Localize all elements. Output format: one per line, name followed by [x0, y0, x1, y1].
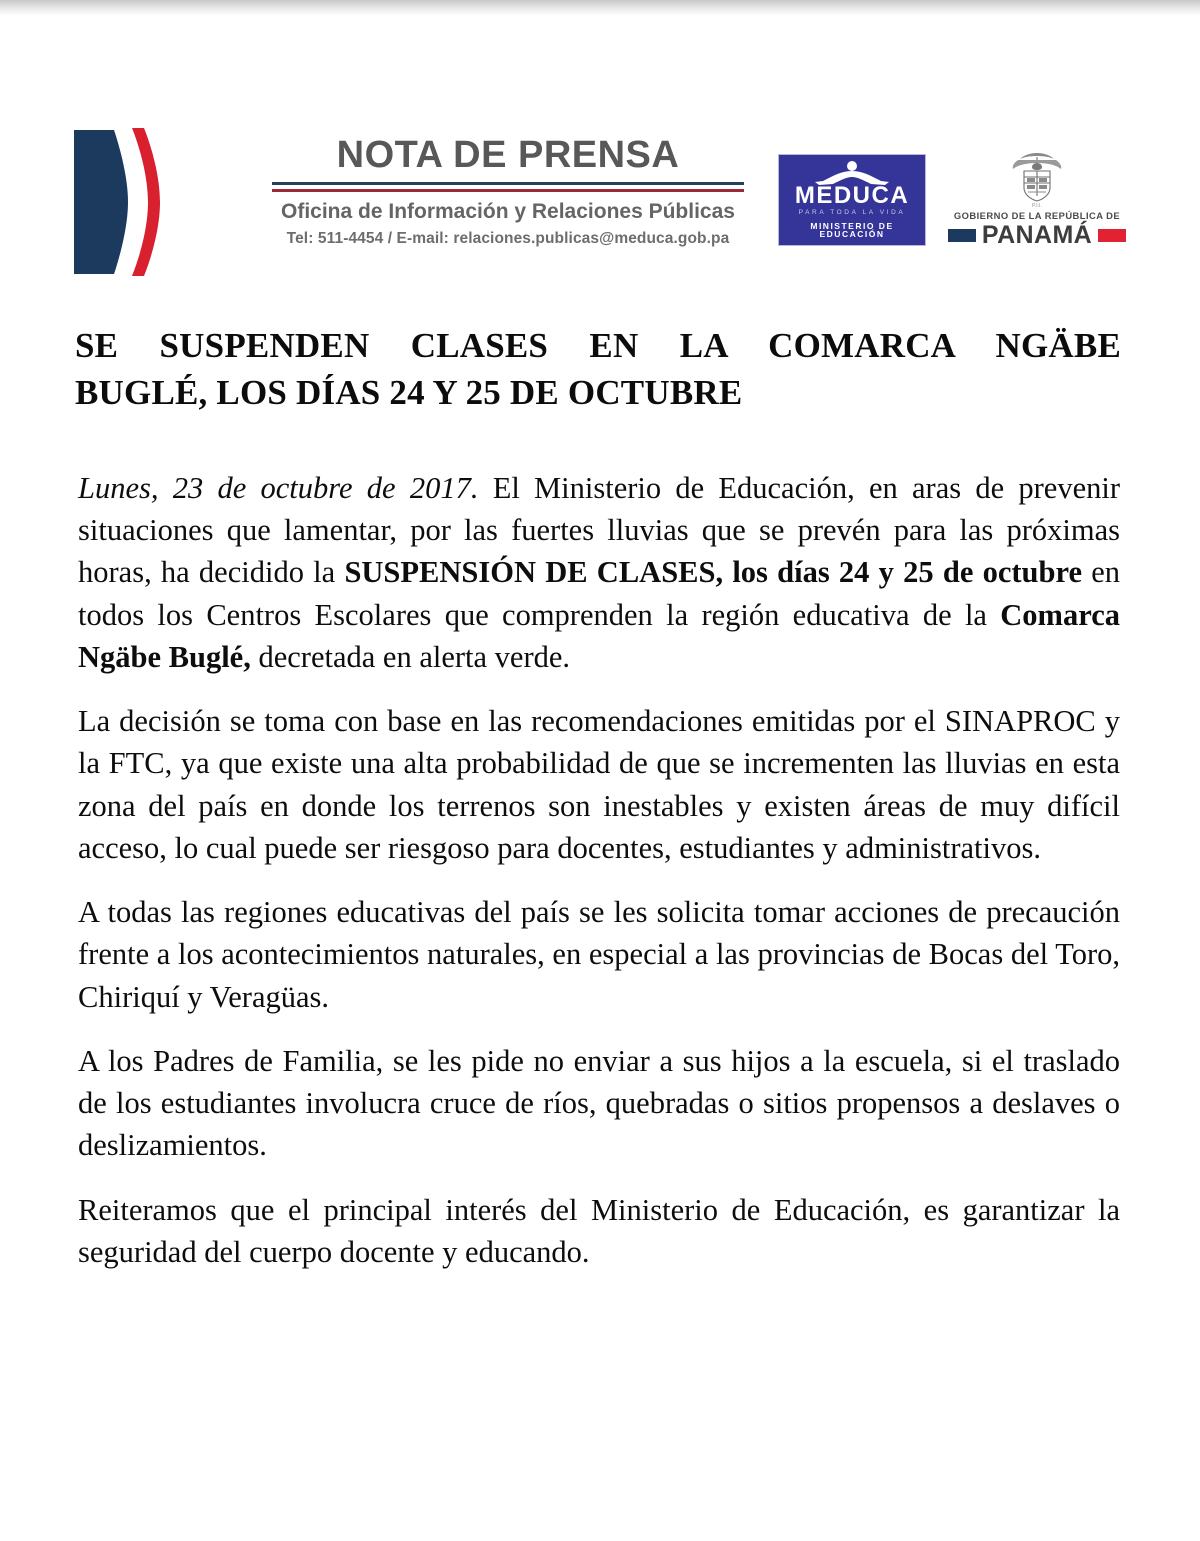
svg-text:P.I.I.: P.I.I. — [1032, 203, 1042, 209]
meduca-reader-figure-icon — [779, 160, 925, 186]
paragraph-1-segment-3: decretada en alerta verde. — [250, 639, 571, 674]
paragraph-1-segment-1: El Ministerio de Educación, en aras de prevenir situaciones que lamentar, por las fuertes lluvias que se prevén para las próximas horas, ha decidido la — [78, 471, 1120, 590]
paragraph-5: Reiteramos que el principal interés del Ministerio de Educación, es garantizar la seguridad del cuerpo docente y educando. — [78, 1192, 1120, 1269]
press-release-body — [78, 467, 1120, 1273]
meduca-tagline: PARA TODA LA VIDA — [798, 209, 906, 216]
contact-line: Tel: 511-4454 / E-mail: relaciones.publicas@meduca.gob.pa — [286, 230, 730, 248]
office-name: Oficina de Información y Relaciones Públicas — [281, 199, 735, 223]
paragraph-1-bold-1: SUSPENSIÓN DE CLASES, los días 24 y 25 de octubre — [344, 555, 1082, 590]
paragraph-3: A todas las regiones educativas del país se les solicita tomar acciones de precaución frente a los acontecimientos naturales, en especial a las provincias de Bocas del Toro, Chiriquí y Veragüas. — [78, 895, 1120, 1014]
gobierno-label: GOBIERNO DE LA REPÚBLICA DE — [953, 210, 1121, 221]
letterhead-text-block — [208, 136, 808, 249]
panama-bar-red — [1098, 229, 1126, 242]
rule-red — [272, 189, 744, 192]
paragraph-4: A los Padres de Familia, se les pide no enviar a sus hijos a la escuela, si el traslado de los estudiantes involucra cruce de ríos, quebradas o sitios propensos a deslaves o deslizamientos. — [78, 1043, 1120, 1163]
panama-flag-ribbon-emblem — [68, 126, 196, 278]
page-title-line-1: SE SUSPENDEN CLASES EN LA COMARCA NGÄBE — [75, 326, 1121, 366]
paragraph-1-segment-2: en todos los Centros Escolares que comprenden la región educativa de la — [78, 555, 1121, 632]
panama-coat-of-arms-icon — [1004, 144, 1070, 210]
panama-wordmark-row — [948, 223, 1126, 248]
panama-wordmark: PANAMÁ — [981, 221, 1093, 250]
scan-top-gradient-band — [0, 0, 1200, 16]
gobierno-panama-logo — [948, 144, 1126, 254]
page-title — [75, 323, 1121, 416]
paragraph-1-bold-2: Comarca Ngäbe Buglé, — [78, 597, 1120, 674]
dateline: Lunes, 23 de octubre de 2017. — [78, 471, 479, 505]
panama-bar-blue — [948, 229, 976, 242]
meduca-logo — [778, 154, 926, 246]
letterhead-double-rule — [272, 182, 744, 192]
letterhead — [62, 118, 1138, 283]
paragraph-1 — [78, 467, 1120, 678]
page-title-line-2: BUGLÉ, LOS DÍAS 24 Y 25 DE OCTUBRE — [75, 372, 743, 412]
meduca-ministry-label: MINISTERIO DE EDUCACIÓN — [810, 220, 894, 239]
nota-de-prensa-title: NOTA DE PRENSA — [336, 134, 680, 176]
paragraph-2: La decisión se toma con base en las recomendaciones emitidas por el SINAPROC y la FTC, ya que existe una alta probabilidad de que se incrementen las lluvias en esta zona del país en donde los terrenos son inestables y existen áreas de muy difícil acceso, lo cual puede ser riesgoso para docentes, estudiantes y administrativos. — [78, 704, 1120, 865]
meduca-wordmark: MEDUCA — [794, 182, 910, 209]
